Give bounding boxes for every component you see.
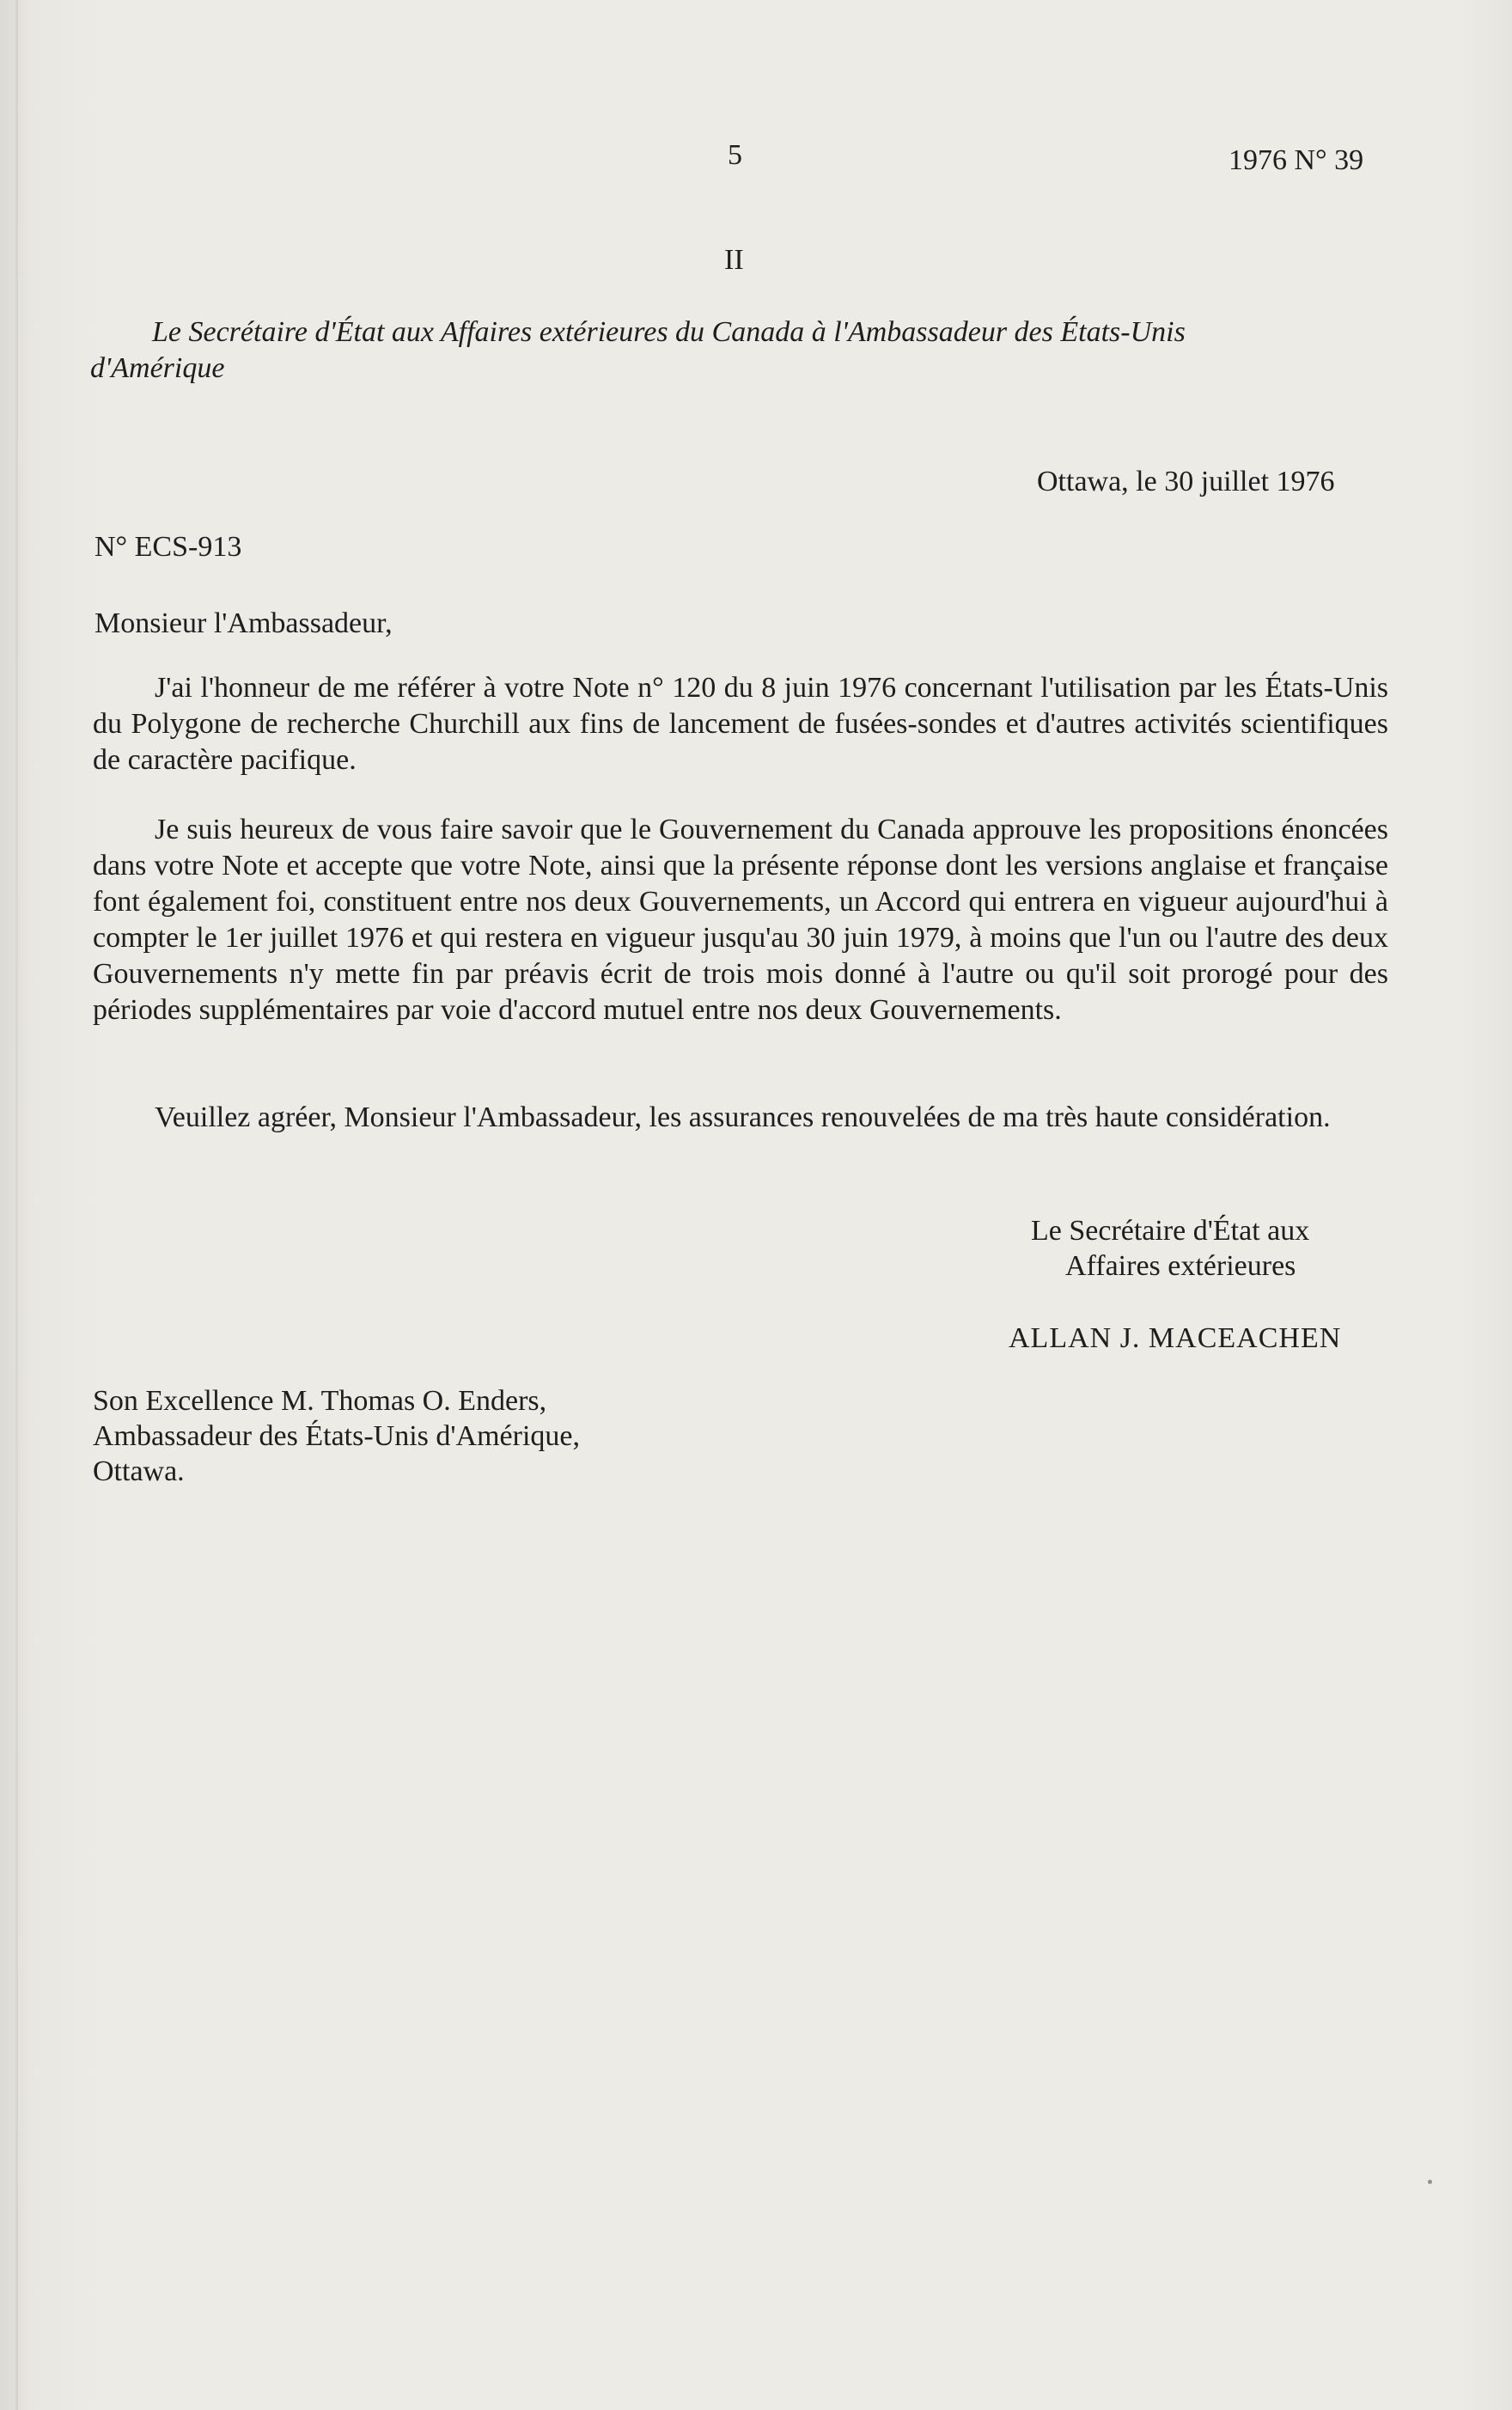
paragraph-2-text: Je suis heureux de vous faire savoir que le Gouvernement du Canada approuve les propositions énoncées dans votre Note et accepte que votre Note, ainsi que la présente réponse dont les versions anglaise et française font également foi, constituent entre nos deux Gouvernements, un Accord qui entrera en vigueur aujourd'hui à compter le 1er juillet 1976 et qui restera en vigueur jusqu'au 30 juin 1979, à moins que l'un ou l'autre des deux Gouvernements n'y mette fin par préavis écrit de trois mois donné à l'autre ou qu'il soit prorogé pour des périodes supplémentaires par voie d'accord mutuel entre nos deux Gouvernements.: [93, 814, 1388, 1026]
paragraph-1-text: J'ai l'honneur de me référer à votre Note n° 120 du 8 juin 1976 concernant l'utilisation par les États-Unis du Polygone de recherche Churchill aux fins de lancement de fusées-sondes et d'autres activités scientifiques de caractère pacifique.: [93, 672, 1388, 776]
page-number: 5: [728, 139, 742, 171]
addressee-line1: Son Excellence M. Thomas O. Enders,: [93, 1385, 547, 1417]
signatory-title-line1: Le Secrétaire d'État aux: [1031, 1215, 1310, 1247]
addressee-line2: Ambassadeur des États-Unis d'Amérique,: [93, 1420, 580, 1452]
paper-speck: [1428, 2180, 1432, 2184]
signatory-name: ALLAN J. MACEACHEN: [1009, 1322, 1342, 1354]
paragraph-2: [93, 812, 1388, 1028]
paragraph-3-text: Veuillez agréer, Monsieur l'Ambassadeur, les assurances renouvelées de ma très haute considération.: [155, 1101, 1331, 1133]
signatory-title-line2: Affaires extérieures: [1065, 1250, 1296, 1282]
letter-heading-line2: d'Amérique: [90, 352, 225, 384]
section-numeral: II: [724, 244, 744, 276]
addressee-line3: Ottawa.: [93, 1455, 185, 1487]
binding-gutter: [15, 0, 18, 2410]
letter-heading-line1: Le Secrétaire d'État aux Affaires extérieures du Canada à l'Ambassadeur des États-Unis: [152, 316, 1186, 348]
paragraph-3: [93, 1100, 1388, 1136]
note-number: N° ECS-913: [94, 531, 242, 563]
paragraph-1: [93, 670, 1388, 778]
salutation: Monsieur l'Ambassadeur,: [94, 607, 393, 639]
document-reference: 1976 N° 39: [1228, 144, 1364, 176]
letter-date: Ottawa, le 30 juillet 1976: [1037, 466, 1335, 497]
letter-heading: [90, 314, 1389, 387]
